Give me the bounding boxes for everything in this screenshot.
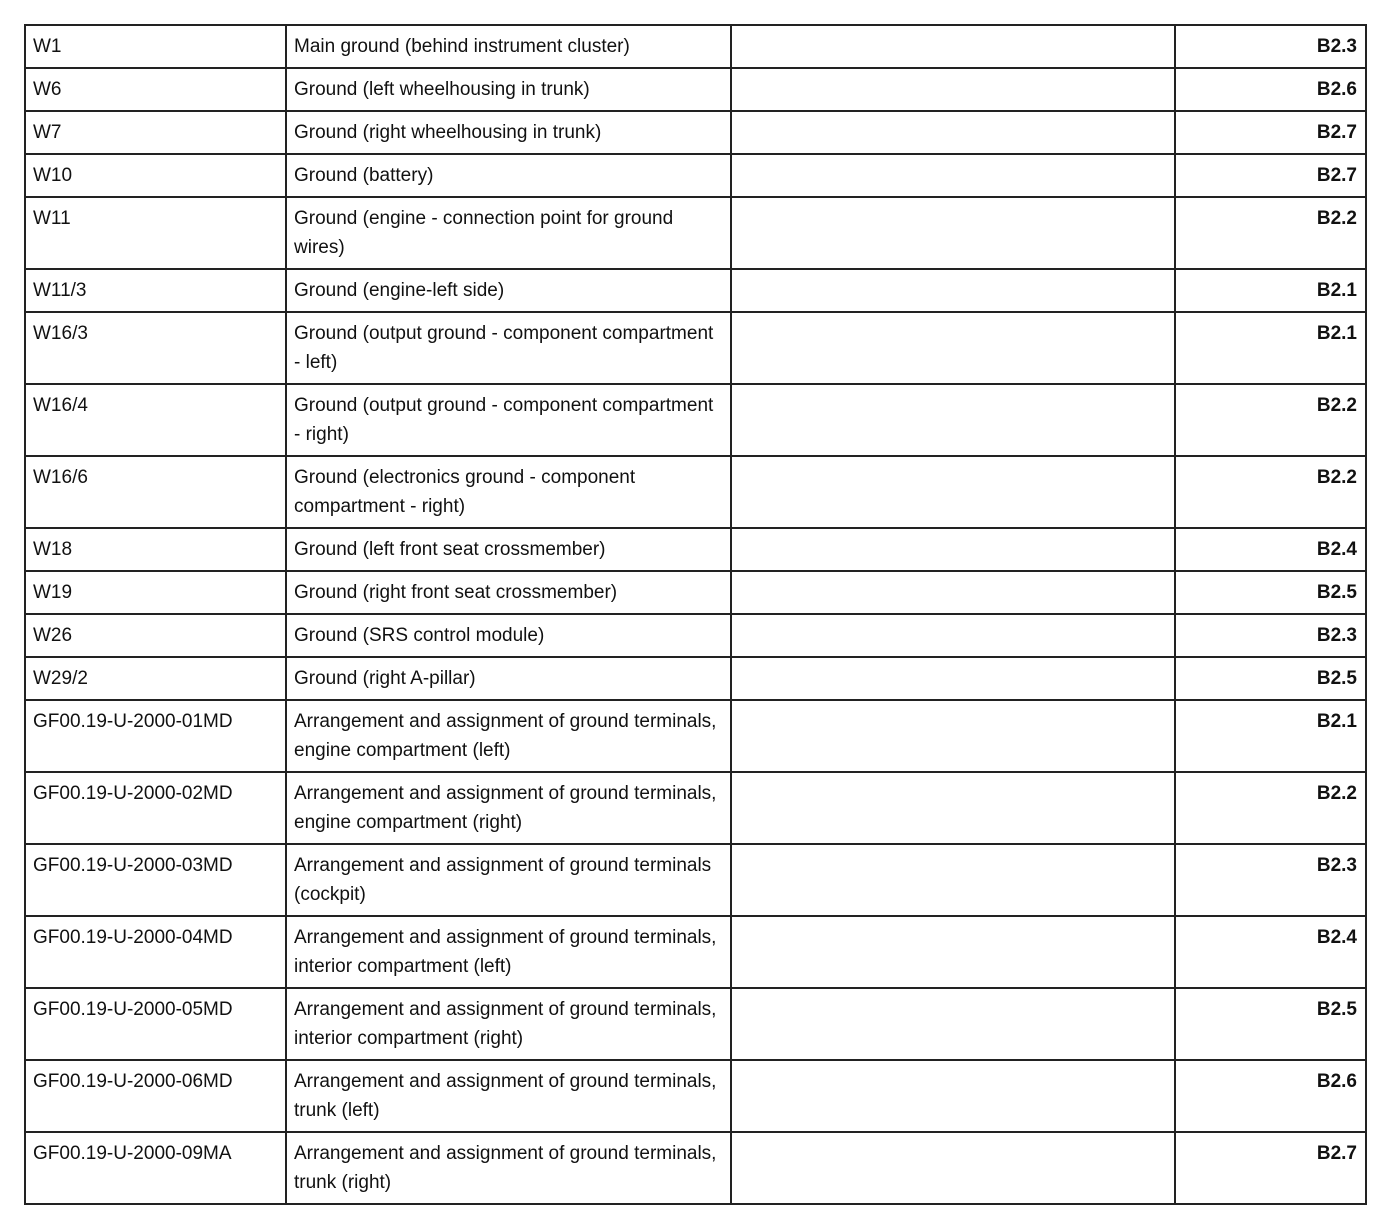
row-code: W19 (25, 571, 286, 614)
row-reference: B2.7 (1175, 1132, 1366, 1204)
row-empty-cell (731, 269, 1175, 312)
row-reference: B2.1 (1175, 269, 1366, 312)
table-row (25, 571, 1366, 614)
row-code: W6 (25, 68, 286, 111)
table-row (25, 312, 1366, 384)
table-row (25, 657, 1366, 700)
table-row (25, 528, 1366, 571)
row-empty-cell (731, 988, 1175, 1060)
row-description: Ground (engine-left side) (286, 269, 731, 312)
row-empty-cell (731, 614, 1175, 657)
row-reference: B2.5 (1175, 988, 1366, 1060)
row-reference: B2.5 (1175, 657, 1366, 700)
table-row (25, 384, 1366, 456)
row-description: Ground (right wheelhousing in trunk) (286, 111, 731, 154)
table-row (25, 456, 1366, 528)
table-row (25, 844, 1366, 916)
row-description: Arrangement and assignment of ground terminals, engine compartment (left) (286, 700, 731, 772)
row-code: GF00.19-U-2000-09MA (25, 1132, 286, 1204)
row-empty-cell (731, 154, 1175, 197)
row-empty-cell (731, 68, 1175, 111)
row-code: W1 (25, 25, 286, 68)
row-description: Arrangement and assignment of ground terminals, engine compartment (right) (286, 772, 731, 844)
row-reference: B2.6 (1175, 1060, 1366, 1132)
row-description: Ground (engine - connection point for ground wires) (286, 197, 731, 269)
row-empty-cell (731, 528, 1175, 571)
row-description: Ground (battery) (286, 154, 731, 197)
table-row (25, 772, 1366, 844)
row-reference: B2.2 (1175, 197, 1366, 269)
row-empty-cell (731, 384, 1175, 456)
row-empty-cell (731, 1060, 1175, 1132)
row-code: W16/3 (25, 312, 286, 384)
row-description: Ground (output ground - component compartment - right) (286, 384, 731, 456)
row-description: Arrangement and assignment of ground terminals, trunk (right) (286, 1132, 731, 1204)
row-empty-cell (731, 700, 1175, 772)
row-empty-cell (731, 312, 1175, 384)
row-code: GF00.19-U-2000-03MD (25, 844, 286, 916)
row-reference: B2.3 (1175, 844, 1366, 916)
row-reference: B2.1 (1175, 312, 1366, 384)
table-row (25, 916, 1366, 988)
row-description: Ground (electronics ground - component compartment - right) (286, 456, 731, 528)
row-code: W10 (25, 154, 286, 197)
table-row (25, 154, 1366, 197)
row-code: W29/2 (25, 657, 286, 700)
row-code: GF00.19-U-2000-04MD (25, 916, 286, 988)
row-description: Ground (left front seat crossmember) (286, 528, 731, 571)
table-row (25, 614, 1366, 657)
row-description: Ground (SRS control module) (286, 614, 731, 657)
table-row (25, 988, 1366, 1060)
table-row (25, 1060, 1366, 1132)
row-empty-cell (731, 916, 1175, 988)
ground-points-table (24, 24, 1367, 1205)
row-description: Arrangement and assignment of ground terminals, interior compartment (right) (286, 988, 731, 1060)
row-empty-cell (731, 25, 1175, 68)
row-code: W11/3 (25, 269, 286, 312)
row-reference: B2.3 (1175, 614, 1366, 657)
row-reference: B2.2 (1175, 772, 1366, 844)
row-empty-cell (731, 657, 1175, 700)
table-row (25, 1132, 1366, 1204)
row-code: GF00.19-U-2000-01MD (25, 700, 286, 772)
row-reference: B2.2 (1175, 456, 1366, 528)
row-description: Arrangement and assignment of ground terminals, interior compartment (left) (286, 916, 731, 988)
row-reference: B2.7 (1175, 154, 1366, 197)
row-code: W26 (25, 614, 286, 657)
row-reference: B2.7 (1175, 111, 1366, 154)
row-reference: B2.4 (1175, 528, 1366, 571)
row-description: Ground (right front seat crossmember) (286, 571, 731, 614)
row-empty-cell (731, 111, 1175, 154)
row-description: Arrangement and assignment of ground terminals, trunk (left) (286, 1060, 731, 1132)
row-code: W7 (25, 111, 286, 154)
row-code: W16/6 (25, 456, 286, 528)
row-description: Ground (right A-pillar) (286, 657, 731, 700)
row-reference: B2.6 (1175, 68, 1366, 111)
row-reference: B2.2 (1175, 384, 1366, 456)
ground-points-table-body (25, 25, 1366, 1204)
row-reference: B2.3 (1175, 25, 1366, 68)
row-description: Ground (output ground - component compartment - left) (286, 312, 731, 384)
table-row (25, 25, 1366, 68)
table-row (25, 700, 1366, 772)
row-code: GF00.19-U-2000-02MD (25, 772, 286, 844)
row-empty-cell (731, 456, 1175, 528)
table-row (25, 269, 1366, 312)
row-reference: B2.5 (1175, 571, 1366, 614)
row-reference: B2.4 (1175, 916, 1366, 988)
row-empty-cell (731, 197, 1175, 269)
row-code: W18 (25, 528, 286, 571)
table-row (25, 68, 1366, 111)
row-description: Ground (left wheelhousing in trunk) (286, 68, 731, 111)
row-code: W11 (25, 197, 286, 269)
row-reference: B2.1 (1175, 700, 1366, 772)
row-empty-cell (731, 1132, 1175, 1204)
row-empty-cell (731, 772, 1175, 844)
row-description: Arrangement and assignment of ground terminals (cockpit) (286, 844, 731, 916)
table-row (25, 111, 1366, 154)
row-code: GF00.19-U-2000-06MD (25, 1060, 286, 1132)
table-row (25, 197, 1366, 269)
row-code: GF00.19-U-2000-05MD (25, 988, 286, 1060)
row-empty-cell (731, 571, 1175, 614)
row-code: W16/4 (25, 384, 286, 456)
row-description: Main ground (behind instrument cluster) (286, 25, 731, 68)
row-empty-cell (731, 844, 1175, 916)
